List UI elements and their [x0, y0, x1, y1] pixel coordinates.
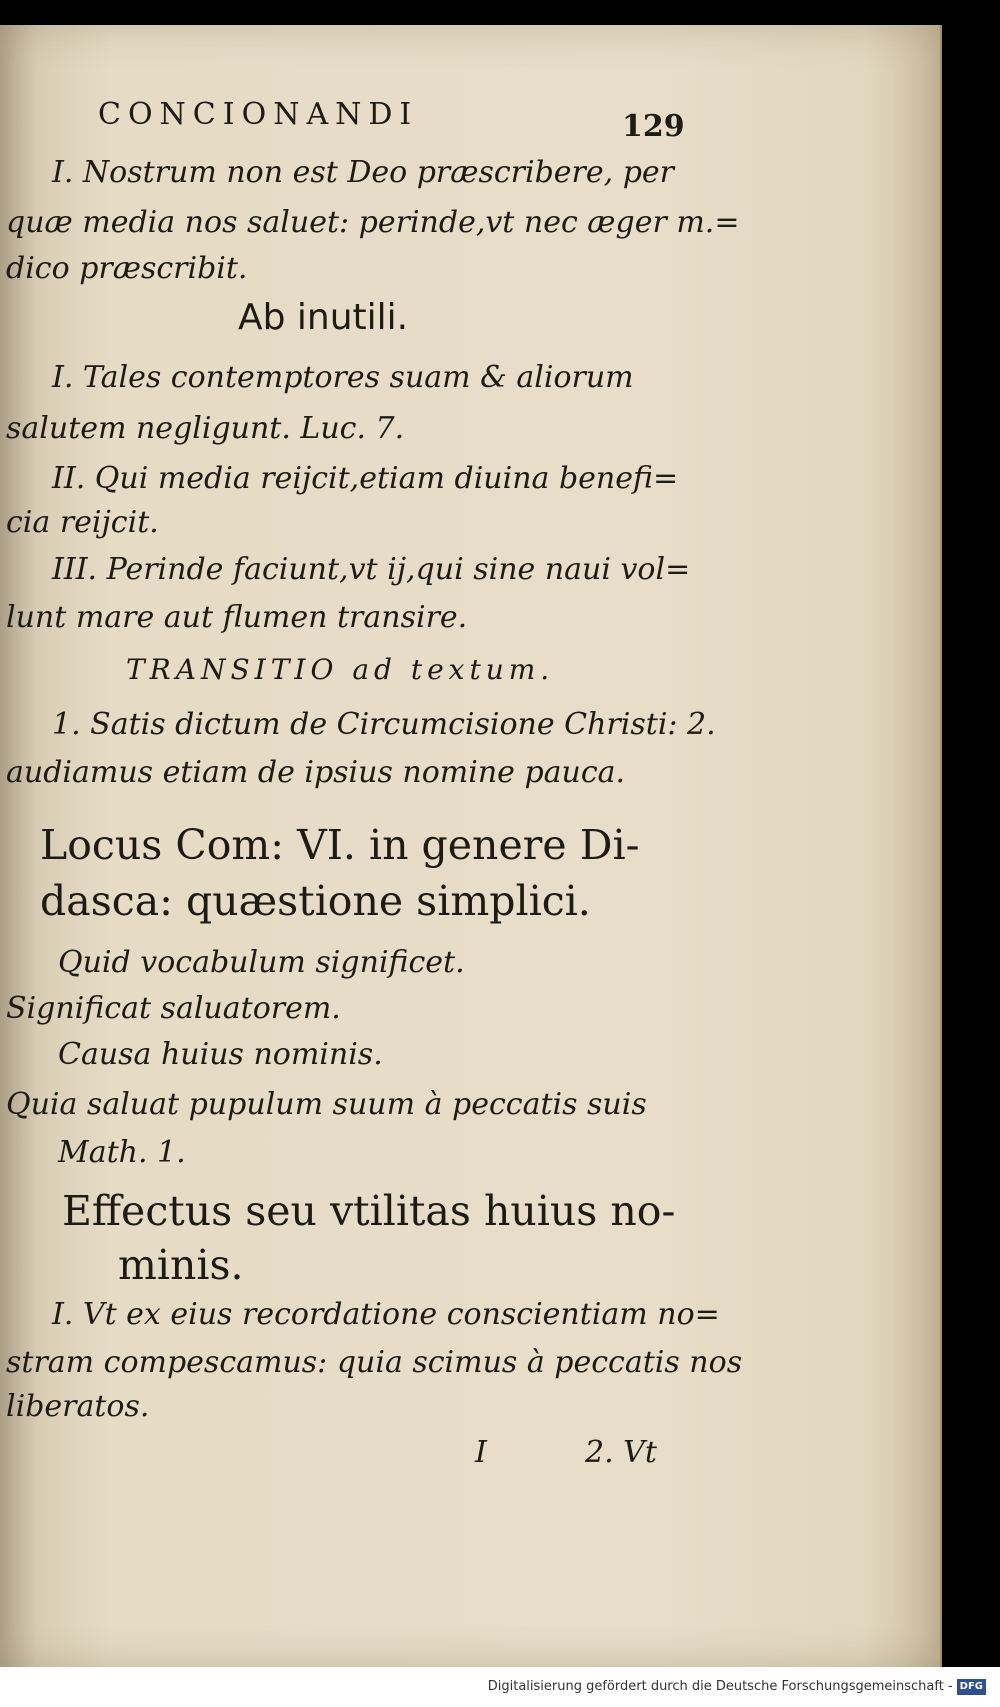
text-line: 1. Satis dictum de Circumcisione Christi: 2. [52, 707, 716, 742]
text-line: quæ media nos saluet: perinde,vt nec æger m.= [6, 205, 740, 240]
text-line: stram compescamus: quia scimus à peccatis nos [6, 1345, 743, 1380]
signature-mark: I [475, 1435, 487, 1470]
credit-text: Digitalisierung gefördert durch die Deutsche Forschungsgemeinschaft - [487, 1679, 953, 1694]
locus-heading: dasca: quæstione simplici. [40, 877, 591, 925]
section-heading: Ab inutili. [238, 297, 409, 338]
text-line: salutem negligunt. Luc. 7. [6, 411, 405, 446]
text-line: Quid vocabulum significet. [58, 945, 465, 980]
text-line: Significat saluatorem. [6, 991, 341, 1026]
text-line: audiamus etiam de ipsius nomine pauca. [6, 755, 626, 790]
text-line: cia reijcit. [6, 505, 159, 540]
text-line: I. Vt ex eius recordatione conscientiam no= [52, 1297, 720, 1332]
dfg-logo: DFG [957, 1679, 986, 1695]
text-line: I. Tales contemptores suam & aliorum [52, 360, 634, 395]
transitio-heading: TRANSITIO ad textum. [126, 653, 555, 686]
running-title: CONCIONANDI [98, 97, 419, 132]
effectus-heading: minis. [118, 1241, 244, 1289]
locus-heading: Locus Com: VI. in genere Di- [40, 821, 640, 869]
text-line: III. Perinde faciunt,vt ij,qui sine naui vol= [52, 552, 691, 587]
digitization-credit [0, 1667, 1000, 1707]
text-line: Math. 1. [58, 1135, 186, 1170]
text-line: Quia saluat pupulum suum à peccatis suis [6, 1087, 647, 1122]
catchword: 2. Vt [585, 1435, 657, 1470]
page-number: 129 [622, 109, 685, 144]
effectus-heading: Effectus seu vtilitas huius no- [62, 1187, 676, 1235]
text-line: II. Qui media reijcit,etiam diuina benefi= [52, 461, 679, 496]
text-line: lunt mare aut flumen transire. [6, 600, 468, 635]
text-line: liberatos. [6, 1389, 150, 1424]
text-line: dico præscribit. [6, 251, 248, 286]
text-line: Causa huius nominis. [58, 1037, 383, 1072]
book-page [0, 25, 942, 1667]
text-line: I. Nostrum non est Deo præscribere, per [52, 155, 675, 190]
